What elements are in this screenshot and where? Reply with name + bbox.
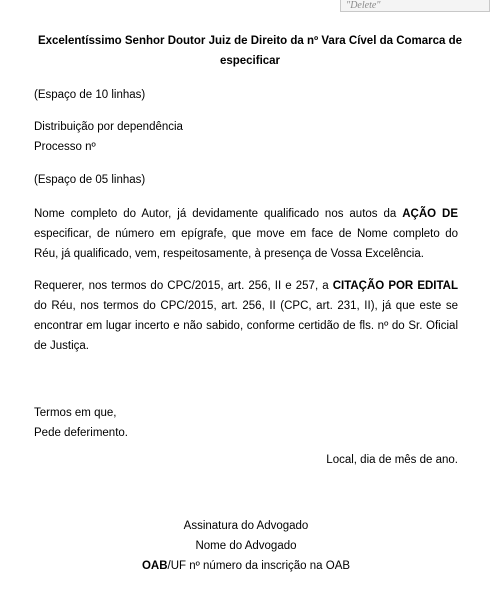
space-10-note: (Espaço de 10 linhas) xyxy=(34,89,146,101)
distribution-line: Distribuição por dependência xyxy=(34,121,183,133)
delete-label-box xyxy=(340,0,490,12)
lawyer-name: Nome do Advogado xyxy=(195,540,297,552)
delete-label: "Delete" xyxy=(346,0,381,11)
document-heading: Excelentíssimo Senhor Doutor Juiz de Direito da nº Vara Cível da Comarca de especificar xyxy=(37,35,463,67)
paragraph-request-text-start: Requerer, nos termos do CPC/2015, art. 256, II e 257, a xyxy=(34,280,333,292)
paragraph-author-text-end: especificar, de número em epígrafe, que move em face de Nome completo do Réu, já qualificado, vem, respeitosamente, à presença de Vossa Excelência. xyxy=(34,228,458,260)
closing-request: Pede deferimento. xyxy=(34,427,128,439)
oab-label: OAB xyxy=(141,560,168,572)
signature-line: Assinatura do Advogado xyxy=(183,520,309,532)
oab-details: /UF nº número da inscrição na OAB xyxy=(167,560,351,572)
paragraph-author xyxy=(34,204,458,264)
paragraph-author-text-start: Nome completo do Autor, já devidamente qualificado nos autos da xyxy=(34,208,403,220)
paragraph-request xyxy=(34,276,458,356)
paragraph-request-text-end: do Réu, nos termos do CPC/2015, art. 256, II (CPC, art. 231, II), já que este se encontrar em lugar incerto e não sabido, conforme certidão de fls. nº do Sr. Oficial de Justiça. xyxy=(34,300,458,352)
process-number-line: Processo nº xyxy=(34,141,96,153)
place-date: Local, dia de mês de ano. xyxy=(326,454,458,466)
closing-terms: Termos em que, xyxy=(34,407,117,419)
oab-registration xyxy=(0,556,492,576)
paragraph-author-action: AÇÃO DE xyxy=(402,208,458,220)
space-05-note: (Espaço de 05 linhas) xyxy=(34,174,146,186)
paragraph-request-citation: CITAÇÃO POR EDITAL xyxy=(332,280,458,292)
